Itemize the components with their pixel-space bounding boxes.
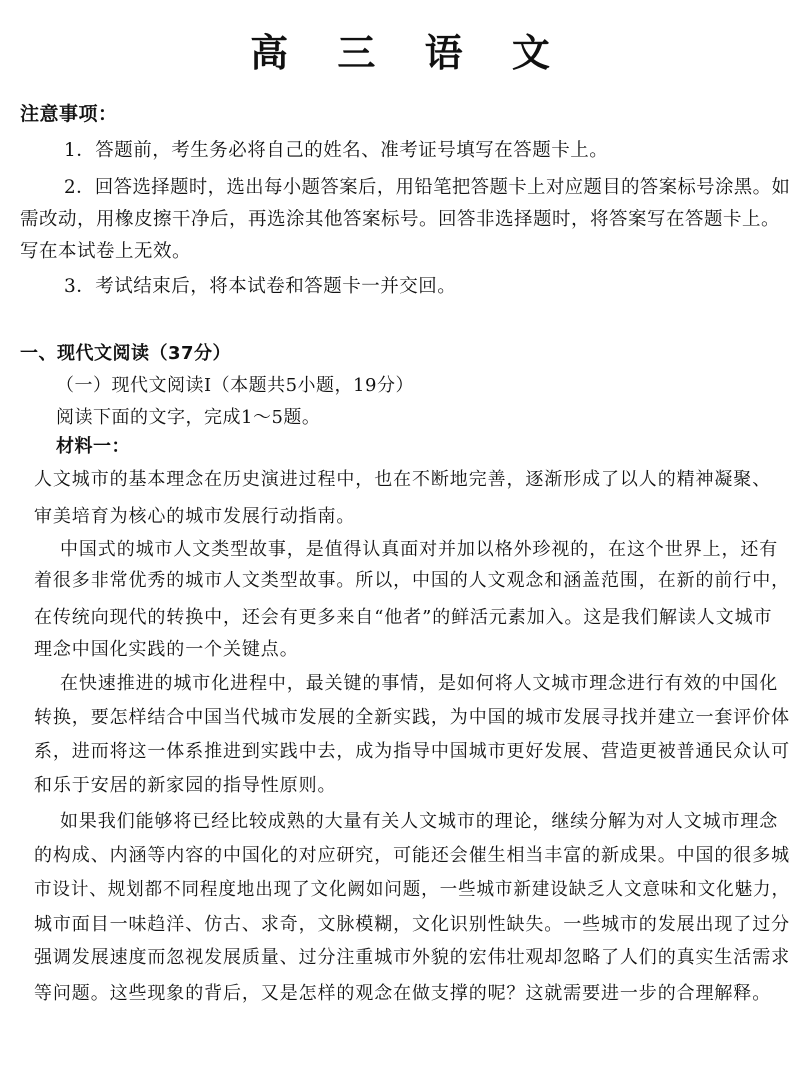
body-line: 城市面目一味趋洋、仿古、求奇，文脉模糊，文化识别性缺失。一些城市的发展出现了过分 <box>34 914 790 935</box>
body-line: 系，进而将这一体系推进到实践中去，成为指导中国城市更好发展、营造更被普通民众认可 <box>34 741 790 762</box>
notice-heading: 注意事项： <box>20 103 118 125</box>
body-line: 和乐于安居的新家园的指导性原则。 <box>34 775 337 796</box>
body-line: 人文城市的基本理念在历史演进过程中，也在不断地完善，逐渐形成了以人的精神凝聚、 <box>34 469 772 490</box>
body-line: 中国式的城市人文类型故事，是值得认真面对并加以格外珍视的，在这个世界上，还有 <box>60 539 779 560</box>
body-line: 转换，要怎样结合中国当代城市发展的全新实践，为中国的城市发展寻找并建立一套评价体 <box>34 707 790 728</box>
notice-line: 1．答题前，考生务必将自己的姓名、准考证号填写在答题卡上。 <box>64 140 609 161</box>
notice-line: 需改动，用橡皮擦干净后，再选涂其他答案标号。回答非选择题时，将答案写在答题卡上。 <box>20 209 781 230</box>
material-label: 材料一： <box>56 436 130 457</box>
body-line: 强调发展速度而忽视发展质量、过分注重城市外貌的宏伟壮观却忽略了人们的真实生活需求 <box>34 947 790 968</box>
body-line: 市设计、规划都不同程度地出现了文化阙如问题，一些城市新建设缺乏人文意味和文化魅力， <box>34 879 790 900</box>
section-instruction: 阅读下面的文字，完成1～5题。 <box>56 407 321 428</box>
body-line: 的构成、内涵等内容的中国化的对应研究，可能还会催生相当丰富的新成果。中国的很多城 <box>34 845 790 866</box>
body-line: 理念中国化实践的一个关键点。 <box>34 639 299 660</box>
body-line: 在传统向现代的转换中，还会有更多来自“他者”的鲜活元素加入。这是我们解读人文城市 <box>34 607 773 628</box>
page-title: 高 三 语 文 <box>250 31 568 75</box>
notice-line: 2．回答选择题时，选出每小题答案后，用铅笔把答题卡上对应题目的答案标号涂黑。如 <box>64 177 791 198</box>
body-line: 着很多非常优秀的城市人文类型故事。所以，中国的人文观念和涵盖范围，在新的前行中， <box>34 570 790 591</box>
body-line: 等问题。这些现象的背后，又是怎样的观念在做支撑的呢？这就需要进一步的合理解释。 <box>34 983 772 1004</box>
body-line: 审美培育为核心的城市发展行动指南。 <box>34 506 356 527</box>
section-heading: 一、现代文阅读（37分） <box>20 343 232 364</box>
notice-line: 3．考试结束后，将本试卷和答题卡一并交回。 <box>64 276 457 297</box>
notice-line: 写在本试卷上无效。 <box>20 241 192 262</box>
section-subheading: （一）现代文阅读Ⅰ（本题共5小题，19分） <box>56 375 414 396</box>
body-line: 如果我们能够将已经比较成熟的大量有关人文城市的理论，继续分解为对人文城市理念 <box>60 811 779 832</box>
body-line: 在快速推进的城市化进程中，最关键的事情，是如何将人文城市理念进行有效的中国化 <box>60 673 779 694</box>
